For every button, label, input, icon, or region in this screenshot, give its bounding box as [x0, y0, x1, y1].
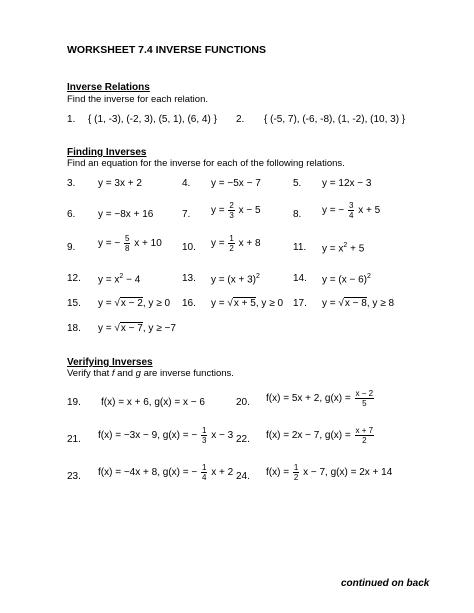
problem-number: 24.: [236, 471, 250, 482]
section-heading-finding-inverses: Finding Inverses: [67, 147, 147, 158]
continued-on-back-note: continued on back: [341, 578, 430, 589]
problem-number: 11.: [293, 242, 307, 253]
equation-21: f(x) = −3x − 9, g(x) = − $\frac{1}{3}$ x − 3: [98, 426, 234, 445]
problem-number: 3.: [67, 178, 76, 189]
fraction: $\frac{1}{2}$: [293, 463, 299, 482]
problem-number: 13.: [182, 273, 196, 284]
problem-number: 5.: [293, 178, 302, 189]
problem-number: 8.: [293, 209, 302, 220]
equation-12: $y = x^2 - 4$: [98, 273, 141, 286]
equation-13: $y = (x + 3)^2$: [211, 273, 260, 286]
fraction: $\frac{1}{2}$: [229, 234, 234, 253]
equation-14: $y = (x - 6)^2$: [322, 273, 371, 286]
equation-9: y = − $\frac{5}{8}$ x + 10: [98, 234, 162, 253]
fraction: $\frac{1}{3}$: [202, 426, 207, 445]
problem-number: 9.: [67, 242, 76, 253]
equation-15: y = √x − 2, y ≥ 0: [98, 298, 171, 309]
problem-number: 21.: [67, 434, 81, 445]
problem-number: 16.: [182, 298, 196, 309]
equation-4: y = −5x − 7: [211, 178, 261, 189]
instruction-inverse-relations: Find the inverse for each relation.: [67, 94, 208, 105]
problem-1-relation: { (1, -3), (-2, 3), (5, 1), (6, 4) }: [88, 114, 217, 125]
problem-number: 12.: [67, 273, 81, 284]
radical-sign: √: [227, 298, 233, 309]
equation-24: f(x) = $\frac{1}{2}$ x − 7, g(x) = 2x + 14: [266, 463, 393, 482]
radical-sign: √: [114, 323, 120, 334]
equation-11: $y = x^2 + 5$: [322, 242, 365, 255]
section-heading-inverse-relations: Inverse Relations: [67, 82, 150, 93]
problem-2-relation: { (-5, 7), (-6, -8), (1, -2), (10, 3) }: [264, 114, 406, 125]
problem-number: 17.: [293, 298, 307, 309]
fraction: $\frac{2}{3}$: [229, 201, 234, 220]
equation-10: y = $\frac{1}{2}$ x + 8: [211, 234, 261, 253]
equation-22: f(x) = 2x − 7, g(x) = $\frac{x + 7}{2}$: [266, 426, 374, 445]
problem-number: 1.: [67, 114, 76, 125]
equation-20: f(x) = 5x + 2, g(x) = $\frac{x - 2}{5}$: [266, 389, 374, 408]
equation-8: y = − $\frac{3}{4}$ x + 5: [322, 201, 381, 220]
problem-number: 22.: [236, 434, 250, 445]
section-heading-verifying-inverses: Verifying Inverses: [67, 357, 153, 368]
instruction-verifying-inverses: Verify that f and g are inverse functions.: [67, 368, 234, 379]
equation-17: y = √x − 8, y ≥ 8: [322, 298, 395, 309]
radical-sign: √: [114, 298, 120, 309]
problem-number: 19.: [67, 397, 81, 408]
fraction: $\frac{1}{4}$: [202, 463, 207, 482]
radical-sign: √: [338, 298, 344, 309]
problem-number: 6.: [67, 209, 76, 220]
problem-number: 18.: [67, 323, 81, 334]
fraction: $\frac{x + 7}{2}$: [355, 426, 374, 445]
equation-16: y = √x + 5, y ≥ 0: [211, 298, 284, 309]
problem-number: 4.: [182, 178, 191, 189]
equation-18: y = √x − 7, y ≥ −7: [98, 323, 176, 334]
instruction-finding-inverses: Find an equation for the inverse for each of the following relations.: [67, 158, 345, 169]
equation-3: y = 3x + 2: [98, 178, 142, 189]
page-title: WORKSHEET 7.4 INVERSE FUNCTIONS: [67, 44, 266, 56]
equation-6: y = −8x + 16: [98, 209, 154, 220]
equation-23: f(x) = −4x + 8, g(x) = − $\frac{1}{4}$ x + 2: [98, 463, 234, 482]
equation-7: y = $\frac{2}{3}$ x − 5: [211, 201, 261, 220]
problem-number: 2.: [236, 114, 245, 125]
problem-number: 20.: [236, 397, 250, 408]
fraction: $\frac{5}{8}$: [125, 234, 130, 253]
fraction: $\frac{x - 2}{5}$: [355, 389, 374, 408]
problem-number: 14.: [293, 273, 307, 284]
problem-number: 15.: [67, 298, 81, 309]
problem-number: 23.: [67, 471, 81, 482]
equation-19: f(x) = x + 6, g(x) = x − 6: [101, 397, 205, 408]
equation-5: y = 12x − 3: [322, 178, 372, 189]
problem-number: 7.: [182, 209, 191, 220]
fraction: $\frac{3}{4}$: [349, 201, 354, 220]
problem-number: 10.: [182, 242, 196, 253]
